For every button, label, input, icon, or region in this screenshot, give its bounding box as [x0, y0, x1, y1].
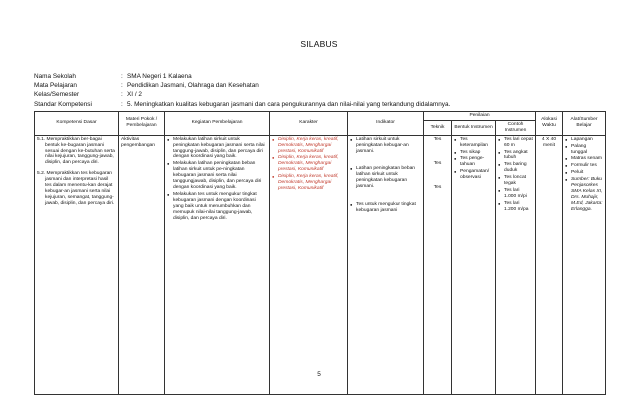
meta-key: Standar Kompetensi [34, 100, 92, 108]
alat-item: ● Palang tunggal [565, 144, 603, 156]
kd-item: 5.2. Mempraktikkan tes kebugaran jasmani dan interpretasi hasil tes dalam menentu-kan derajat kebugar-an jasmani serta nilai kejujuran, semangat, tanggung-jawab, disiplin, dan percaya diri. [37, 171, 115, 206]
contoh-item: ● Tes baring duduk [498, 162, 533, 174]
indikator-item: ● Latihan peningkatan beban latihan sirkuit untuk peningkatan kebugaran jasmani. [350, 166, 421, 190]
meta-row-competency [34, 100, 450, 109]
meta-colon: : [121, 82, 123, 90]
kd-item: 5.1. Mempraktikkan ber-bagai bentuk ke-bugaran jasmani sesuai dengan ke-butuhan serta nilai kejujuran, tanggung-jawab, disiplin, dan percaya diri. [37, 136, 115, 166]
meta-key: Nama Sekolah [34, 73, 76, 80]
karakter-item: ● Disiplin, Kerja keras, kreatif, Demokratis, Menghargai prestasi, Komunikatif [272, 155, 345, 173]
meta-value: Pendidikan Jasmani, Olahraga dan Kesehatan [127, 82, 259, 90]
alat-item: ● Formulir tes [565, 163, 603, 169]
indikator-item: ● Tes untuk mengukur tingkat kebugaran jasmani [350, 202, 421, 214]
meta-key: Mata Pelajaran [34, 82, 77, 90]
alat-item: ● Matras senam [565, 156, 603, 162]
meta-value: SMA Negeri 1 Kalaena [127, 73, 192, 80]
kegiatan-item: ● Melakukan latihan sirkuit untuk peningkatan kebugaran jasmani serta nilai tanggung-jawab, disiplin, dan percaya diri dengan koordinasi yang baik. [167, 137, 267, 161]
contoh-item: ● Tes angkat tubuh [498, 150, 533, 162]
bentuk-item: ● Pengamatan/ observasi [454, 169, 493, 181]
cell-karakter [270, 135, 348, 394]
meta-colon: : [121, 91, 123, 99]
header-teknik: Teknik [424, 120, 452, 135]
contoh-item: ● Tes lari 1.000 m/pi [498, 188, 533, 200]
meta-row-school [34, 72, 450, 81]
header-alokasi: Alokasi Waktu [536, 112, 563, 136]
kegiatan-item: ● Melakukan latihan peningkatan beban latihan sirkuit untuk pe-ningkatan kebugaran jasmani serta nilai tanggungjawab, disiplin, dan percaya diri dengan koordinasi yang baik. [167, 161, 267, 191]
header-indikator: Indikator [348, 112, 424, 136]
contoh-item: ● Tes loncat tegak [498, 175, 533, 187]
teknik-item: Tes [433, 160, 442, 166]
indikator-item: ● Latihan sirkuit untuk peningkatan kebugar-an jasmani. [350, 137, 421, 155]
cell-contoh [496, 135, 536, 394]
document-meta [34, 72, 450, 109]
meta-value: XI / 2 [127, 91, 142, 99]
contoh-item: ● Tes lari cepat 60 m [498, 137, 533, 149]
header-kegiatan: Kegiatan Pembelajaran [165, 112, 270, 136]
teknik-item: Tes [433, 184, 442, 190]
page-number: 5 [317, 371, 321, 378]
meta-value: 5. Meningkatkan kualitas kebugaran jasmani dan cara pengukurannya dan nilai-nilai yang terkandung didalamnya. [127, 100, 451, 108]
alat-item: ● Peluit [565, 170, 603, 176]
cell-kegiatan [165, 135, 270, 394]
header-penilaian: Penilaian [424, 112, 536, 121]
header-karakter: Karakter [270, 112, 348, 136]
page-title: SILABUS [300, 39, 338, 49]
meta-colon: : [121, 73, 123, 80]
header-bentuk: Bentuk Instrumen [452, 120, 496, 135]
table-row [35, 135, 606, 394]
cell-indikator [348, 135, 424, 394]
alat-item: ● Sumber: Buku Penjasorkes SMA Kelas XI, Drs. Muhajir, M.Ed, Jakarta: Erlangga. [565, 177, 603, 212]
cell-teknik [424, 135, 452, 394]
kegiatan-item: ● Melakukan tes untuk mengukur tingkat kebugaran jasmani dengan koordinasi yang baik untuk menumbuhkan dan memupuk nilai-nilai tanggung-jawab, disiplin, dan percaya diri. [167, 192, 267, 222]
cell-bentuk [452, 135, 496, 394]
header-row [35, 112, 606, 121]
bentuk-item: ● Tes keterampilan [454, 137, 493, 149]
cell-materi: Aktivitas pengembangan [119, 135, 165, 394]
cell-kd [35, 135, 119, 394]
header-alat: Alat/Sumber Belajar [563, 112, 606, 136]
contoh-item: ● Tes lari 1.200 m/pa [498, 201, 533, 213]
bentuk-item: ● Tes sikap [454, 150, 493, 156]
cell-alat [563, 135, 606, 394]
meta-key: Kelas/Semester [34, 91, 80, 99]
karakter-item: ● Disiplin, Kerja keras, kreatif, Demokratis, Menghargai prestasi, Komunikatif [272, 137, 345, 155]
header-kd: Kompetensi Dasar [35, 112, 119, 136]
meta-row-class [34, 90, 450, 99]
karakter-item: ● Disiplin, Kerja keras, kreatif, Demokratis, Menghargai prestasi, Komunikatif [272, 174, 345, 192]
meta-row-subject [34, 81, 450, 90]
meta-colon: : [121, 100, 123, 108]
header-contoh: Contoh Instrumen [496, 120, 536, 135]
syllabus-table [34, 111, 606, 395]
teknik-item: Tes [433, 136, 442, 142]
alat-item: ● Lapangan [565, 137, 603, 143]
bentuk-item: ● Tes penge-tahuan [454, 156, 493, 168]
cell-alokasi: 4 X 40 menit [536, 135, 563, 394]
header-materi: Materi Pokok / Pembelajaran [119, 112, 165, 136]
